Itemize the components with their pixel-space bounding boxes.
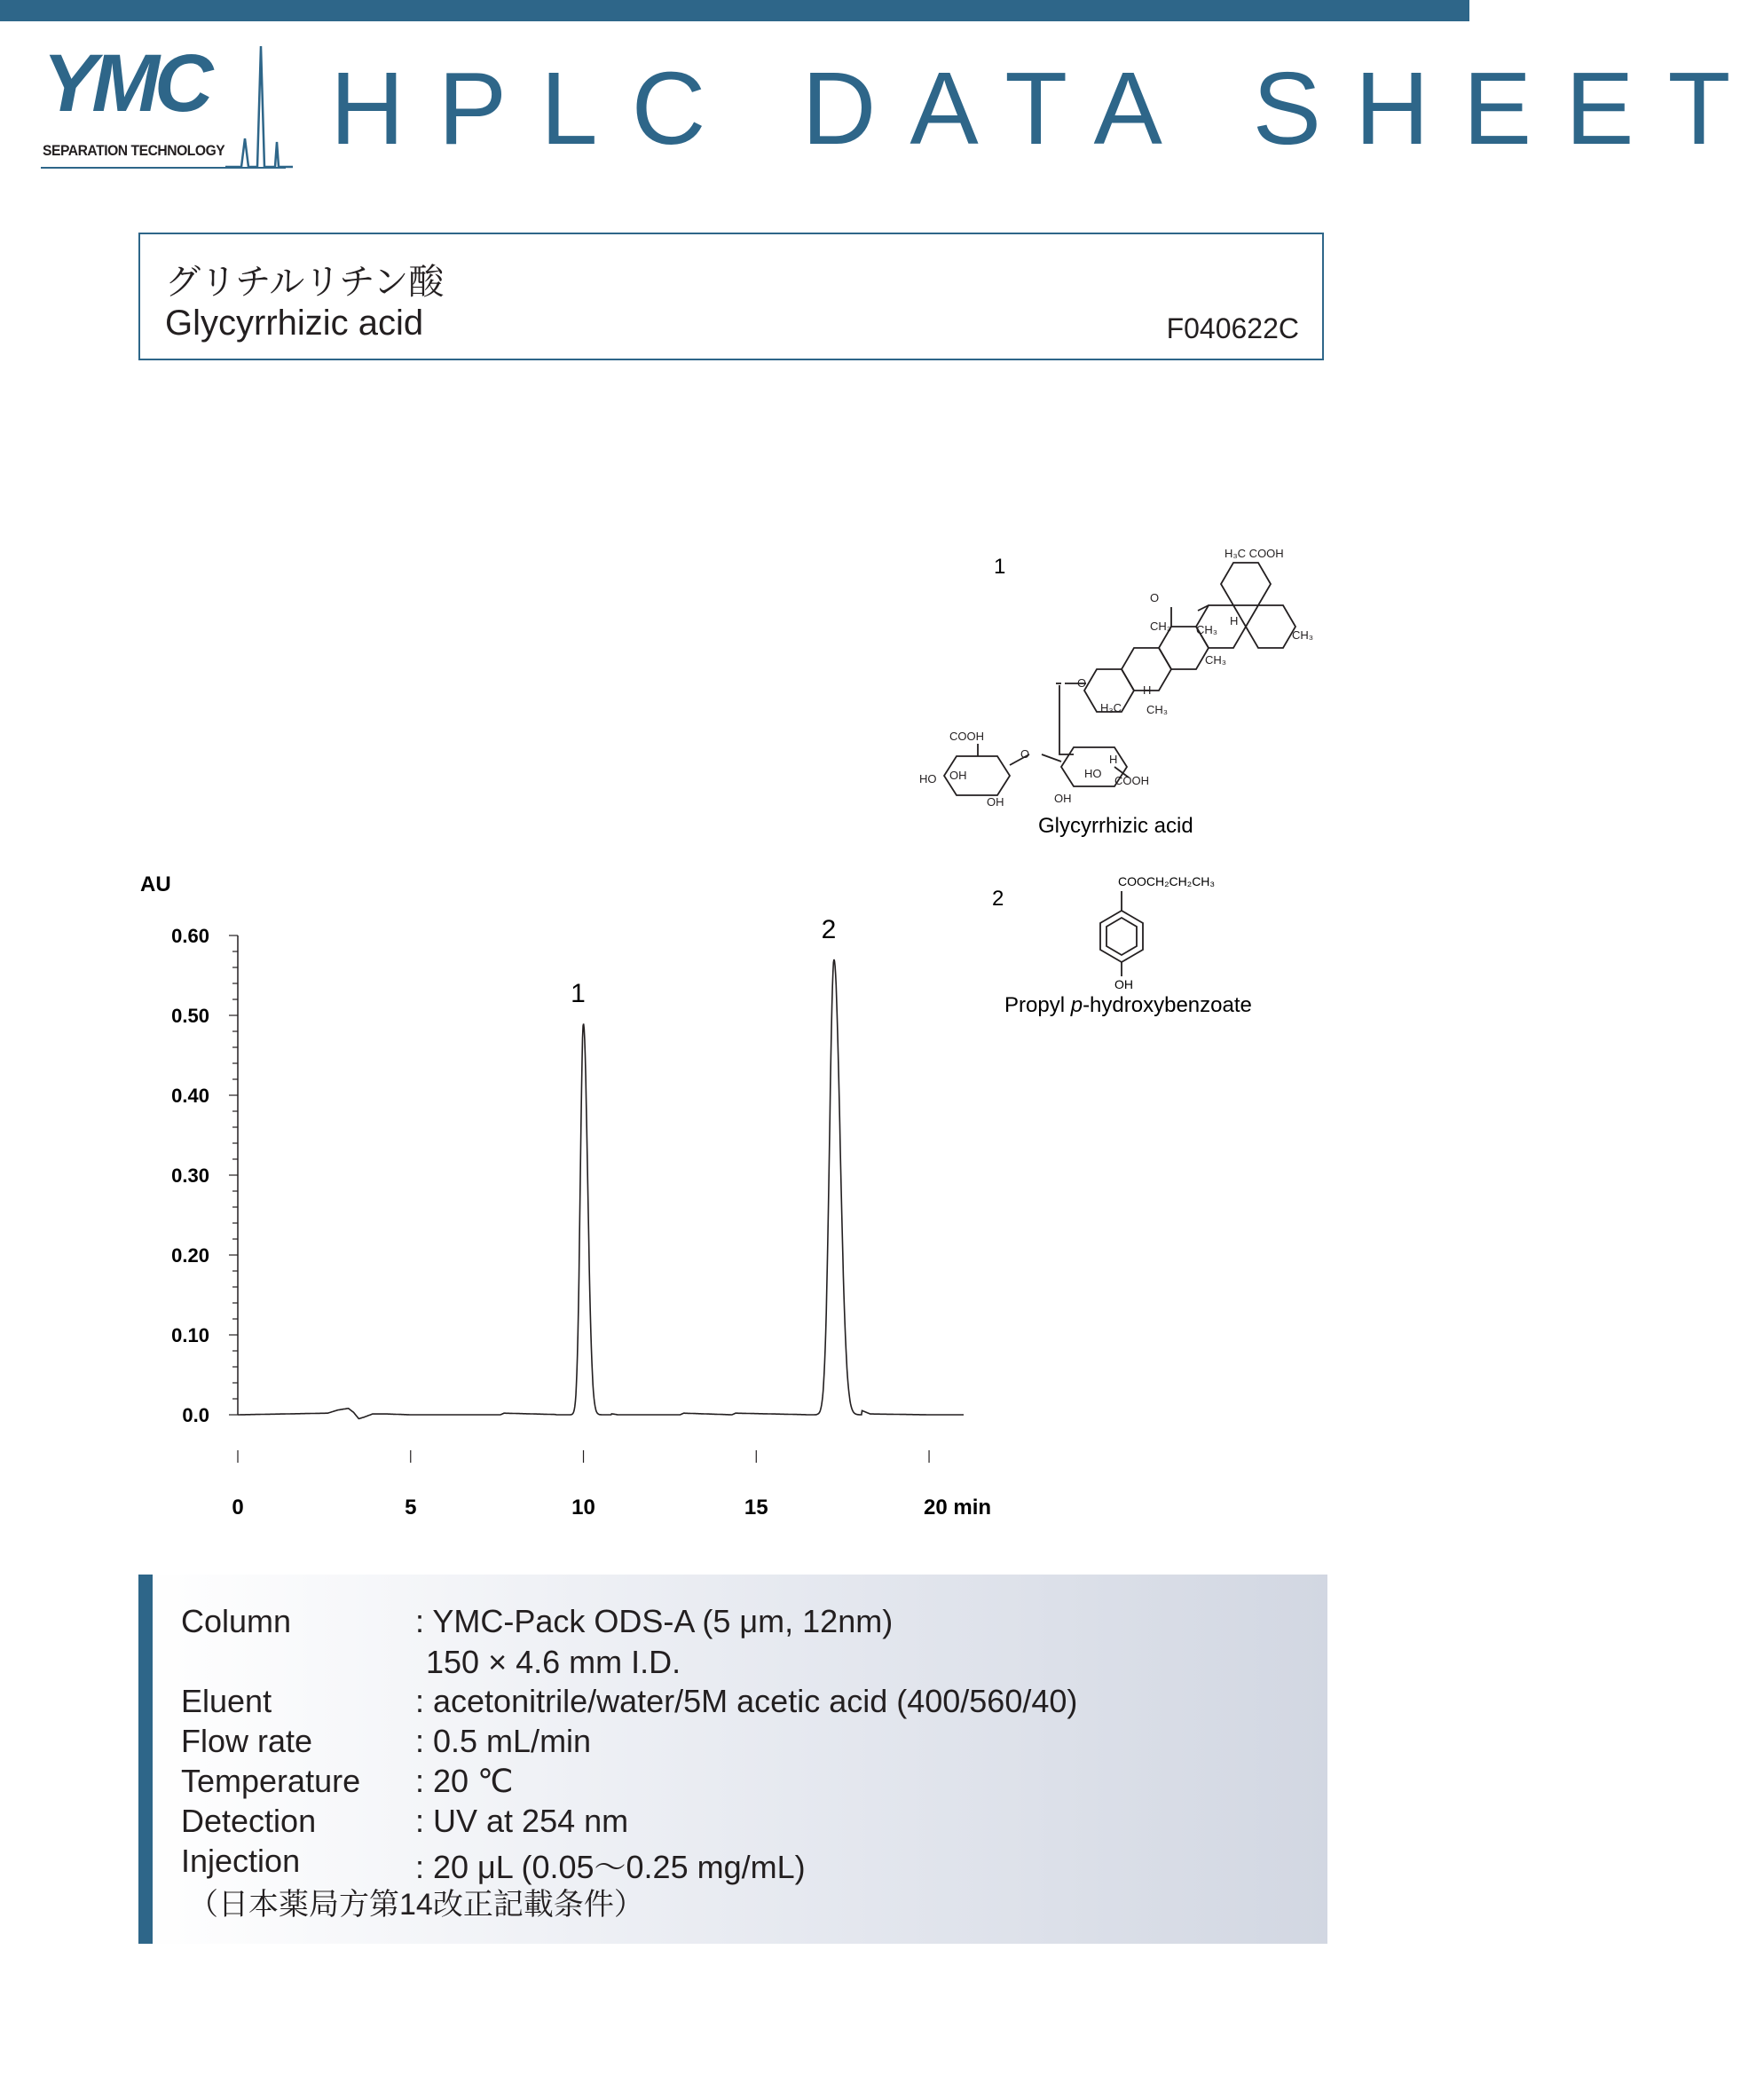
cond-flow-value: : 0.5 mL/min: [415, 1723, 592, 1759]
cond-temp-label: Temperature: [181, 1763, 361, 1799]
s2-name-suffix: -hydroxybenzoate: [1083, 993, 1252, 1017]
logo-underline: [41, 167, 286, 169]
peak-label-1: 1: [571, 979, 586, 1008]
y-tick-label: 0.60: [171, 925, 209, 947]
compound-name-jp: グリチルリチン酸: [165, 263, 445, 302]
cond-column-value: : YMC-Pack ODS-A (5 μm, 12nm): [415, 1603, 894, 1639]
s2-oh: OH: [1114, 977, 1133, 991]
cond-flow-label: Flow rate: [181, 1723, 313, 1759]
s1-label-o-link2: O: [1020, 747, 1030, 761]
y-tick-label: 0.50: [171, 1005, 209, 1027]
chromatogram-chart: [124, 861, 1012, 1518]
chromatogram-trace: [238, 959, 964, 1418]
cond-eluent-label: Eluent: [181, 1683, 272, 1719]
conditions-accent-bar: [138, 1575, 153, 1944]
x-tick-label: 5: [405, 1496, 417, 1520]
y-tick-label: 0.20: [171, 1244, 209, 1267]
structure-2-name: [1004, 993, 1252, 1017]
s2-substituent: COOCH₂CH₂CH₃: [1118, 874, 1216, 888]
s1-label-oh3: OH: [1054, 792, 1072, 805]
s1-label-ho1: HO: [919, 772, 937, 785]
cond-column-label: Column: [181, 1603, 292, 1639]
s1-label-cooh-right: COOH: [1114, 774, 1149, 787]
y-tick-label: 0.10: [171, 1324, 209, 1346]
cond-note: （日本薬局方第14改正記載条件）: [188, 1888, 644, 1922]
s1-label-h3c: H₃C: [1100, 701, 1122, 714]
y-axis-label: AU: [140, 872, 171, 896]
page-title: HPLC DATA SHEET: [330, 51, 1764, 166]
s1-label-oh2: OH: [987, 795, 1004, 809]
s1-label-oh1: OH: [949, 769, 967, 782]
s2-name-italic: p: [1070, 993, 1083, 1017]
conditions-panel: [138, 1575, 1327, 1944]
s1-label-ch3-d: CH₃: [1205, 653, 1227, 667]
s1-label-h-a: H: [1230, 614, 1239, 628]
s1-label-ch3-c: CH₃: [1150, 620, 1172, 633]
y-tick-label: 0.30: [171, 1164, 209, 1187]
cond-inject-label: Injection: [181, 1843, 301, 1879]
x-tick-label: 0: [232, 1496, 244, 1520]
logo-text: YMC: [43, 38, 209, 129]
structure-1-name: Glycyrrhizic acid: [1038, 814, 1193, 838]
cond-eluent-value: : acetonitrile/water/5M acetic acid (400/560/40): [415, 1683, 1078, 1719]
y-tick-label: 0.40: [171, 1085, 209, 1107]
s1-label-ch3-a: CH₃: [1292, 628, 1314, 642]
s1-label-ch3-e: CH₃: [1146, 703, 1169, 716]
x-tick-label: 10: [571, 1496, 595, 1520]
s1-label-o-keto: O: [1150, 591, 1160, 604]
s1-label-h: H: [1109, 753, 1118, 766]
x-tick-label: 20 min: [924, 1496, 992, 1520]
cond-detect-value: : UV at 254 nm: [415, 1803, 629, 1839]
compound-name-en: Glycyrrhizic acid: [165, 304, 424, 343]
cond-temp-value: : 20 ℃: [415, 1763, 514, 1799]
ymc-logo: [39, 38, 287, 176]
y-tick-label: 0.0: [182, 1404, 209, 1426]
cond-inject-value: : 20 μL (0.05～0.25 mg/mL): [415, 1849, 806, 1885]
s1-label-cooh-left: COOH: [949, 730, 984, 743]
top-bar: [0, 0, 1469, 21]
cond-detect-label: Detection: [181, 1803, 317, 1839]
structure-propyl-hydroxybenzoate: [976, 861, 1331, 1021]
logo-subtitle: SEPARATION TECHNOLOGY: [43, 142, 225, 159]
s1-label-o-link: O: [1077, 676, 1087, 690]
s1-label-ch3-b: CH₃: [1196, 623, 1218, 636]
structure-2-number: 2: [992, 887, 1004, 911]
peak-label-2: 2: [821, 915, 837, 944]
x-tick-label: 15: [744, 1496, 768, 1520]
compound-code: F040622C: [1166, 312, 1299, 344]
structure-1-number: 1: [994, 555, 1006, 579]
s1-label-ho2: HO: [1084, 767, 1102, 780]
s2-name-prefix: Propyl: [1004, 993, 1071, 1017]
s1-label-h-b: H: [1143, 683, 1152, 697]
compound-box: [138, 233, 1324, 360]
logo-peak-icon: [225, 43, 296, 172]
structure-glycyrrhizic-acid: [905, 533, 1366, 852]
s1-label-cooh-top: H₃C COOH: [1225, 547, 1284, 560]
cond-column-value2: 150 × 4.6 mm I.D.: [426, 1644, 681, 1680]
